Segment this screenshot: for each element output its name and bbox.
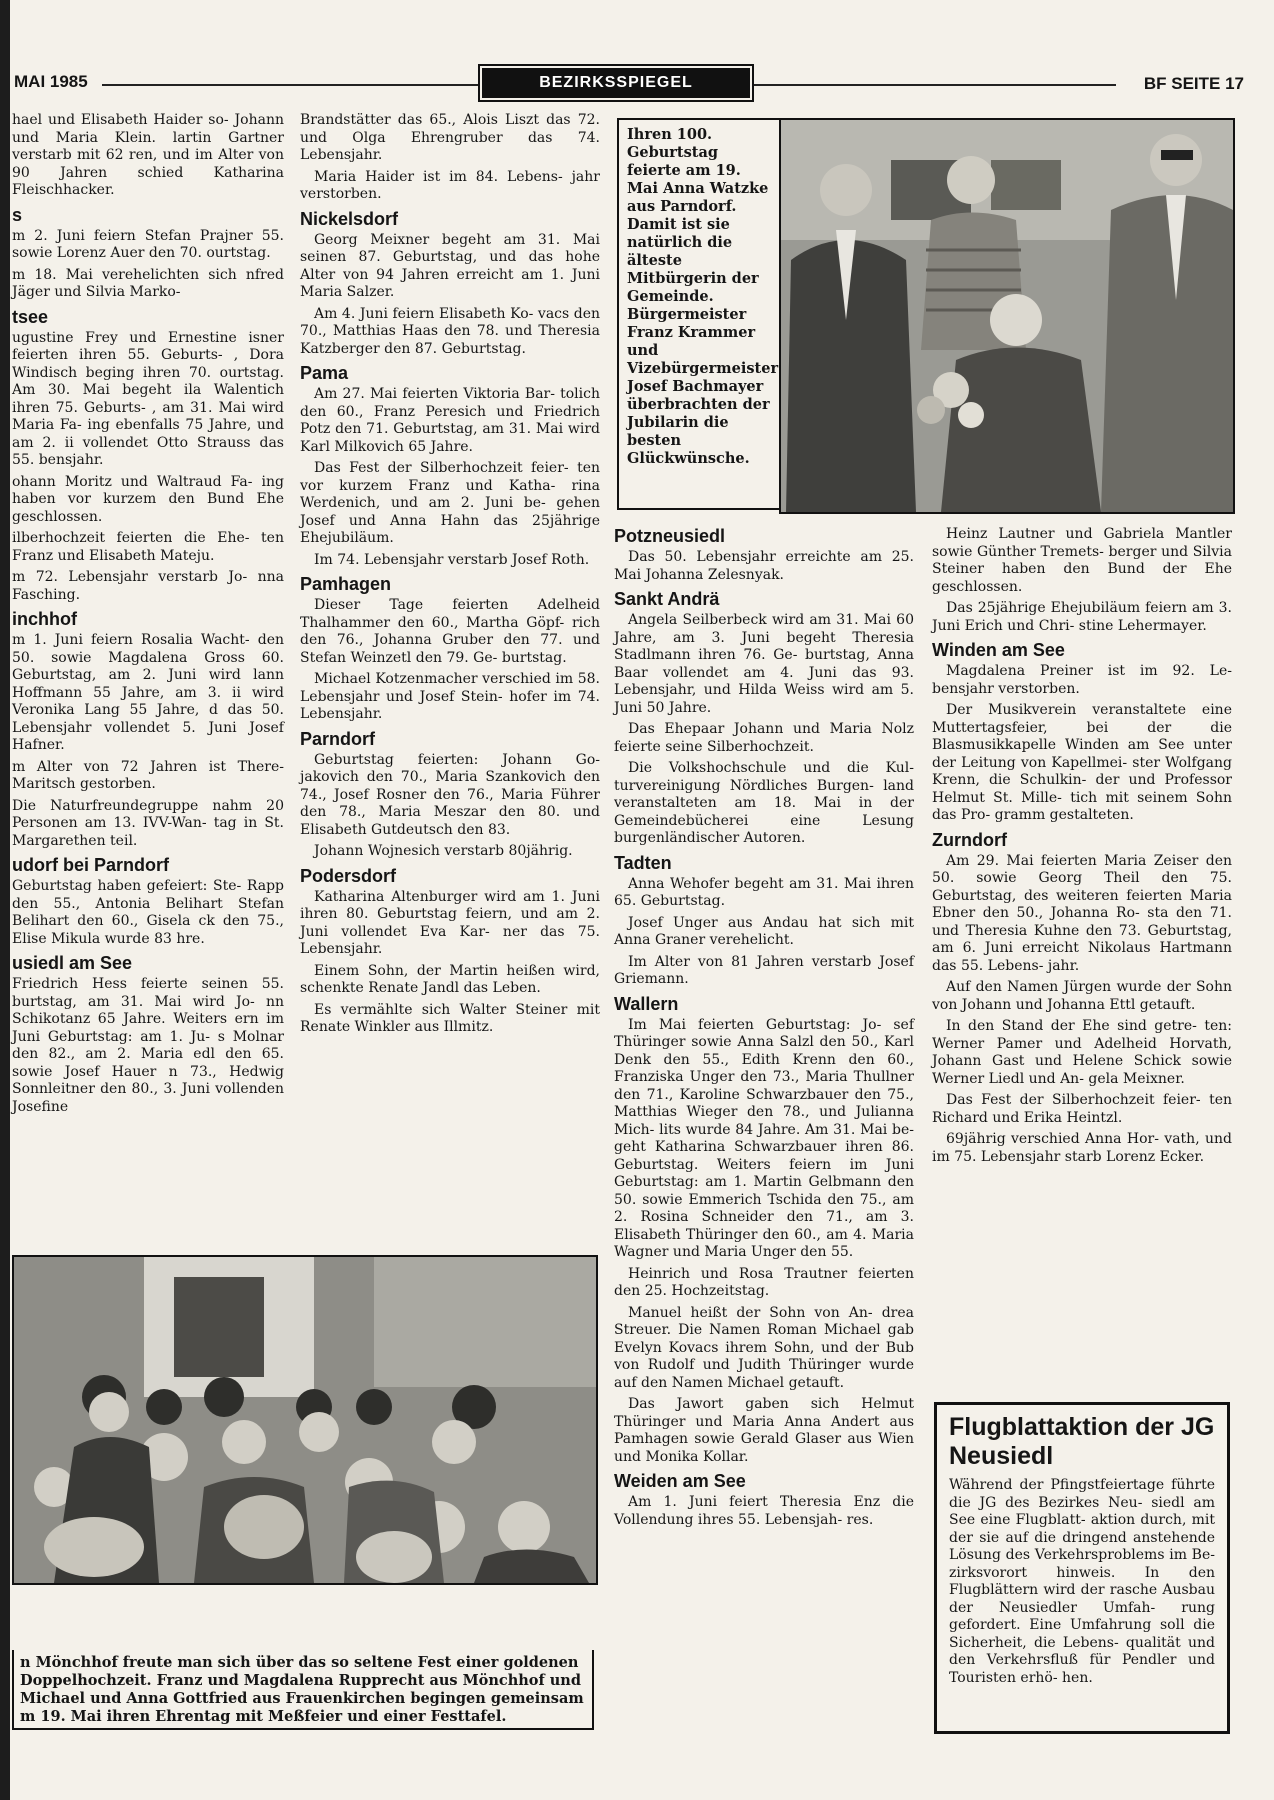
section-heading: Tadten [614, 852, 672, 873]
section-heading: Pamhagen [300, 574, 392, 594]
photo-caption-box [617, 118, 781, 510]
birthday-photo [779, 118, 1235, 514]
article-paragraph: m 72. Lebensjahr verstarb Jo- nna Fasching. [12, 569, 284, 603]
article-paragraph: Maria Haider ist im 84. Lebens- jahr verstorben. [300, 168, 600, 202]
flugblatt-box [934, 1402, 1230, 1734]
section-title: BEZIRKSSPIEGEL [482, 68, 750, 98]
article-paragraph: hael und Elisabeth Haider so- Johann und Maria Klein. lartin Gartner verstarb mit 62 ren, und im Alter von 90 Jahren schied Katharina Fleischhacker. [12, 112, 284, 198]
golden-wedding-caption-box [12, 1650, 594, 1730]
column-2 [300, 112, 600, 1041]
article-paragraph: Friedrich Hess feierte seinen 55. burtstag, am 31. Mai wird Jo- nn Schikotanz 65 Jahre. Weiters ern im Juni Geburtstag: am 1. Ju- s Molnar den 82., am 2. Maria edl den 65. sowie Josef Hauer n 73., Hedwig Sonnleitner den 80., 3. Juni vollenden Josefine [12, 976, 284, 1115]
article-paragraph: Die Naturfreundegruppe nahm 20 Personen am 13. IVV-Wan- tag in St. Margarethen teil. [12, 797, 284, 849]
article-paragraph: Auf den Namen Jürgen wurde der Sohn von Johann und Johanna Ettl getauft. [932, 979, 1232, 1013]
section-heading: tsee [12, 306, 49, 327]
article-paragraph: Im Mai feierten Geburtstag: Jo- sef Thüringer sowie Anna Salzl den 50., Karl Denk den 55., Edith Krenn den 60., Franziska Unger den 73., Maria Thullner den 71., Karoline Schwarzbauer den 75., Matthias Wieger den 78., und Julianna Mich- lits wurde 84 Jahre. Am 31. Mai be- geht Katharina Schwarzbauer ihren 86. Geburtstag. Weiters feiern im Juni Geburtstag: am 1. Martin Gelbmann den 50. sowie Emmerich Tschida den 75., am 2. Rosina Schneider den 71., am 3. Elisabeth Thüringer den 60., am 4. Maria Wagner und Maria Unger den 55. [614, 1016, 914, 1260]
article-paragraph: Brandstätter das 65., Alois Liszt das 72. und Olga Ehrengruber das 74. Lebensjahr. [300, 112, 600, 163]
flugblatt-body: Während der Pfingstfeiertage führte die JG des Bezirkes Neu- siedl am See eine Flugblatt- aktion durch, mit der sie auf die dringend anstehende Lösung des Verkehrsproblems im Be- zirksvorort hinweis. In den Flugblättern wird der rasche Ausbau der Neusiedler Umfah- rung gefordert. Eine Umfahrung soll die Sicherheit, die Lebens- qualität und den Verkehrsfluß für Pendler und Touristen erhö- hen. [949, 1477, 1215, 1686]
article-paragraph: m 2. Juni feiern Stefan Prajner 55. sowie Lorenz Auer den 70. ourtstag. [12, 227, 284, 261]
section-heading: Pama [300, 363, 349, 383]
article-paragraph: Die Volkshochschule und die Kul- turvereinigung Nördliches Burgen- land veranstalteten am 18. Mai in der Gemeindebücherei eine Lesung burgenländischer Autoren. [614, 760, 914, 846]
section-heading: udorf bei Parndorf [12, 855, 169, 875]
column-3 [614, 522, 914, 1533]
header-date: MAI 1985 [14, 72, 94, 92]
section-heading: Nickelsdorf [300, 208, 399, 229]
article-paragraph: Das Fest der Silberhochzeit feier- ten Richard und Erika Heintzl. [932, 1092, 1232, 1126]
golden-wedding-photo-image [14, 1257, 596, 1583]
section-heading: Parndorf [300, 728, 376, 749]
article-paragraph: Heinrich und Rosa Trautner feierten den 25. Hochzeitstag. [614, 1265, 914, 1299]
section-heading: Weiden am See [614, 1471, 746, 1491]
section-heading: s [12, 204, 23, 225]
article-paragraph: Das Jawort gaben sich Helmut Thüringer und Maria Anna Andert aus Pamhagen sowie Gerald Glaser aus Wien und Monika Kollar. [614, 1396, 914, 1465]
article-paragraph: Dieser Tage feierten Adelheid Thalhammer den 60., Martha Göpf- rich den 76., Johanna Gruber den 77. und Stefan Weinzetl den 79. Ge- burtstag. [300, 597, 600, 666]
article-paragraph: Der Musikverein veranstaltete eine Muttertagsfeier, bei der die Blasmusikkapelle Winden am See unter der Leitung von Kapellmei- ster Wolfgang Krenn, die Schulkin- der und Professor Helmut St. Mille- tich mit seinem Sohn das Pro- gramm gestalteten. [932, 702, 1232, 823]
article-paragraph: Johann Wojnesich verstarb 80jährig. [314, 843, 573, 859]
photo-caption: Ihren 100. Geburtstag feierte am 19. Mai Anna Watzke aus Parndorf. Damit ist sie natürlich die älteste Mitbürgerin der Gemeinde. Bürgermeister Franz Krammer und Vizebürgermeister Josef Bachmayer überbrachten der Jubilarin die besten Glückwünsche. [627, 126, 779, 467]
article-paragraph: Das Fest der Silberhochzeit feier- ten vor kurzem Franz und Katha- rina Werdenich, und am 2. Juni be- gehen Josef und Anna Hahn das 25jährige Ehejubiläum. [300, 460, 600, 546]
article-paragraph: m Alter von 72 Jahren ist There- Maritsch gestorben. [12, 758, 284, 792]
article-paragraph: Geburtstag haben gefeiert: Ste- Rapp den 55., Antonia Belihart Stefan Belihart den 60., Gisela ck den 75., Elise Mikula wurde 83 hre. [12, 878, 284, 947]
article-paragraph: In den Stand der Ehe sind getre- ten: Werner Pamer und Adelheid Horvath, Johann Gast und Helene Schick sowie Werner Liedl und An- gela Meixner. [932, 1018, 1232, 1087]
article-paragraph: Am 27. Mai feierten Viktoria Bar- tolich den 60., Franz Peresich und Friedrich Potz den 71. Geburtstag, am 31. Mai wird Karl Milkovich 65 Jahre. [300, 386, 600, 455]
section-heading: Wallern [614, 993, 679, 1014]
article-paragraph: Georg Meixner begeht am 31. Mai seinen 87. Geburtstag, und das hohe Alter von 94 Jahren erreicht am 1. Juni Maria Salzer. [300, 231, 600, 300]
page-header [12, 68, 1244, 100]
article-paragraph: ohann Moritz und Waltraud Fa- ing haben vor kurzem den Bund Ehe geschlossen. [12, 473, 284, 525]
article-paragraph: m 1. Juni feiern Rosalia Wacht- den 50. sowie Magdalena Gross 60. Geburtstag, am 2. Juni wird lann Hoffmann 55 Jahre, am 3. ii wird Veronika Lang 55 Jahre, d das 50. Lebensjahr vollendet 5. Juni Josef Hafner. [12, 632, 284, 753]
article-paragraph: Das Ehepaar Johann und Maria Nolz feierte seine Silberhochzeit. [614, 721, 914, 755]
article-paragraph: Einem Sohn, der Martin heißen wird, schenkte Renate Jandl das Leben. [300, 962, 600, 996]
article-paragraph: Es vermählte sich Walter Steiner mit Renate Winkler aus Illmitz. [300, 1001, 600, 1035]
article-paragraph: Angela Seilberbeck wird am 31. Mai 60 Jahre, am 3. Juni begeht Theresia Stadlmann ihren 76. Ge- burtstag, Anna Baar vollendet am 4. Juni das 93. Lebensjahr, und Hilda Weiss wird am 5. Juni 50 Jahre. [614, 612, 914, 716]
article-paragraph: Anna Wehofer begeht am 31. Mai ihren 65. Geburtstag. [614, 875, 914, 909]
article-paragraph: Michael Kotzenmacher verschied im 58. Lebensjahr und Josef Stein- hofer im 74. Lebensjahr. [300, 671, 600, 722]
column-1 [12, 112, 284, 1120]
column-4 [932, 526, 1232, 1170]
section-heading: Sankt Andrä [614, 589, 720, 609]
article-paragraph: m 18. Mai verehelichten sich nfred Jäger und Silvia Marko- [12, 266, 284, 300]
article-paragraph: Im 74. Lebensjahr verstarb Josef Roth. [314, 551, 590, 568]
article-paragraph: Das 25jährige Ehejubiläum feiern am 3. Juni Erich und Chri- stine Lehermayer. [932, 600, 1232, 634]
section-heading: Potzneusiedl [614, 526, 726, 546]
article-paragraph: Katharina Altenburger wird am 1. Juni ihren 80. Geburtstag feiern, und am 2. Juni vollendet Eva Kar- ner das 75. Lebensjahr. [300, 888, 600, 957]
article-paragraph: 69jährig verschied Anna Hor- vath, und im 75. Lebensjahr starb Lorenz Ecker. [932, 1131, 1232, 1165]
article-paragraph: ugustine Frey und Ernestine isner feierten ihren 55. Geburts- , Dora Windisch beging ihren 70. ourtstag. Am 30. Mai begeht ila Walentich ihren 75. Geburts- , am 31. Mai wird Maria Fa- ing ebenfalls 75 Jahre, und am 2. ii vollendet Otto Strauss das 55. bensjahr. [12, 329, 284, 468]
section-heading: Podersdorf [300, 865, 397, 886]
article-paragraph: Am 1. Juni feiert Theresia Enz die Vollendung ihres 55. Lebensjah- res. [614, 1494, 914, 1528]
article-paragraph: Manuel heißt der Sohn von An- drea Streuer. Die Namen Roman Michael gab Evelyn Kovacs ihrem Sohn, und der Bub von Rudolf und Judith Thüringer wurde auf den Namen Michael getauft. [614, 1304, 914, 1391]
article-paragraph: ilberhochzeit feierten die Ehe- ten Franz und Elisabeth Mateju. [12, 530, 284, 564]
page-number: BF SEITE 17 [1138, 74, 1244, 94]
article-paragraph: Geburtstag feierten: Johann Go- jakovich den 70., Maria Szankovich den 74., Josef Rosner den 76., Maria Führer den 78., Maria Meszar den 80. und Elisabeth Gutdeutsch den 83. [300, 751, 600, 838]
article-paragraph: Magdalena Preiner ist im 92. Le- bensjahr verstorben. [932, 663, 1232, 697]
golden-wedding-photo [12, 1255, 598, 1585]
article-paragraph: Heinz Lautner und Gabriela Mantler sowie Günther Tremets- berger und Silvia Steiner haben den Bund der Ehe geschlossen. [932, 526, 1232, 595]
article-paragraph: Das 50. Lebensjahr erreichte am 25. Mai Johanna Zelesnyak. [614, 549, 914, 583]
flugblatt-title: Flugblattaktion der JG Neusiedl [949, 1413, 1215, 1470]
article-paragraph: Am 4. Juni feiern Elisabeth Ko- vacs den 70., Matthias Haas den 78. und Theresia Katzberger den 87. Geburtstag. [300, 305, 600, 357]
section-heading: Zurndorf [932, 829, 1007, 850]
section-heading: usiedl am See [12, 953, 133, 973]
article-paragraph: Im Alter von 81 Jahren verstarb Josef Griemann. [614, 953, 914, 987]
article-paragraph: Am 29. Mai feierten Maria Zeiser den 50. sowie Georg Theil den 75. Geburtstag, des weiteren feierten Maria Ebner den 50., Johanna Ro- sta den 71. und Theresia Kuhne den 73. Geburtstag, am 6. Juni erreicht Nikolaus Hartmann das 55. Lebens- jahr. [932, 852, 1232, 974]
section-heading: Winden am See [932, 640, 1065, 660]
article-paragraph: Josef Unger aus Andau hat sich mit Anna Graner verehelicht. [614, 914, 914, 948]
page-edge [0, 0, 10, 1800]
photo-caption: n Mönchhof freute man sich über das so seltene Fest einer goldenen Doppelhochzeit. Franz und Magdalena Rupprecht aus Mönchhof und Michael und Anna Gottfried aus Frauenkirchen begingen gemeinsam m 19. Mai ihren Ehrentag mit Meßfeier und einer Festtafel. [20, 1654, 584, 1725]
birthday-photo-image [781, 120, 1233, 512]
section-heading: inchhof [12, 609, 77, 629]
